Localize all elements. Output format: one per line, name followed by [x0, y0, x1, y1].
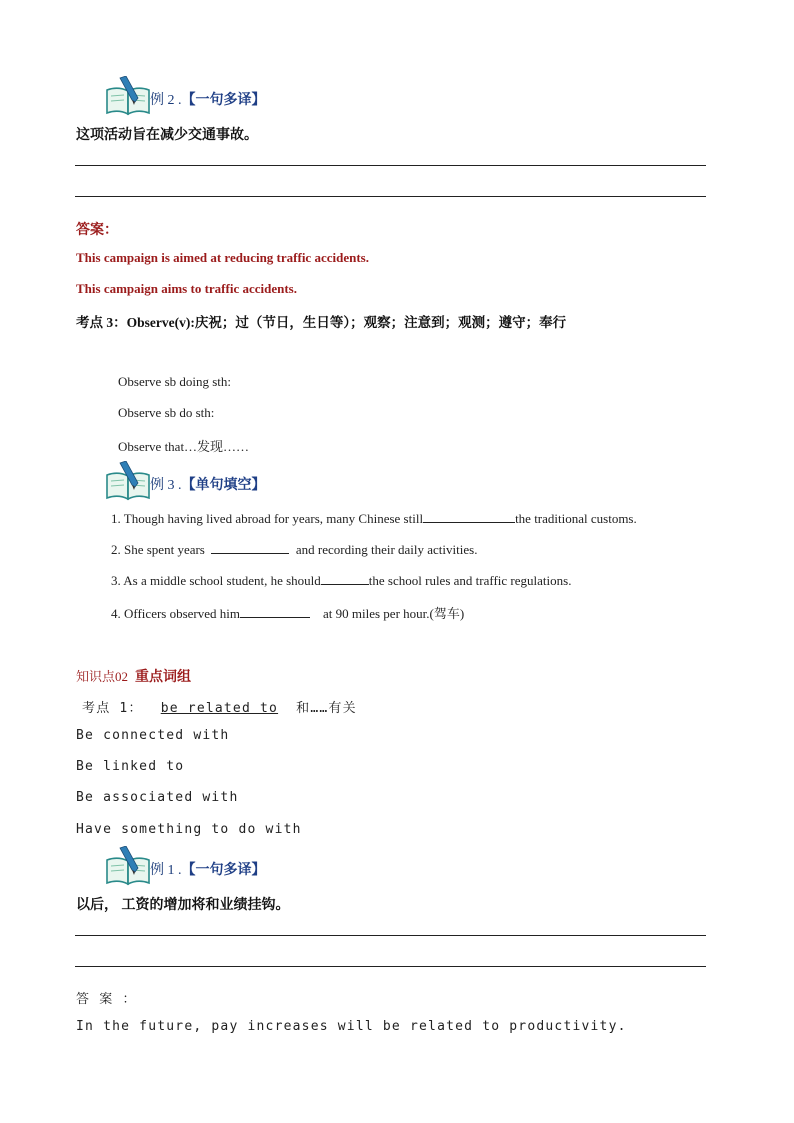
fill-item-text: 4. Officers observed him [111, 606, 241, 621]
fill-blank [240, 605, 310, 618]
fill-item [111, 603, 464, 622]
fill-item-text: and recording their daily activities. [295, 542, 478, 557]
answer-text: In the future, pay increases will be related to productivity. [76, 1019, 627, 1034]
book-pencil-icon [104, 76, 154, 116]
fill-item-text: 3. As a middle school student, he should [111, 573, 321, 588]
example-number: 例 1 . [150, 863, 182, 878]
point-1-line [82, 697, 357, 716]
synonym-item: Be associated with [76, 790, 239, 805]
synonym-item: Be connected with [76, 728, 230, 743]
answer-label: 答 案 ： [76, 992, 137, 1007]
book-pencil-icon [104, 846, 154, 886]
example-tag: 【一句多译】 [181, 93, 266, 108]
example-1-prompt: 以后， 工资的增加将和业绩挂钩。 [76, 898, 290, 913]
example-1-header [150, 859, 266, 879]
synonym-item: Have something to do with [76, 822, 302, 837]
pattern-item: Observe sb doing sth: [118, 374, 232, 389]
fill-item [111, 510, 637, 527]
knowledge-02-heading [76, 666, 191, 686]
example-3-header [150, 474, 266, 494]
fill-blank [211, 541, 289, 554]
point-3-heading: 考点 3：Observe(v):庆祝；过（节日，生日等）；观察；注意到；观测；遵守；奉行 [76, 315, 567, 330]
fill-blank [321, 572, 369, 585]
point-label: 考点 1： [82, 701, 143, 716]
pattern-item: Observe that…发现…… [118, 439, 250, 454]
example-number: 例 2 . [150, 93, 182, 108]
answer-line [75, 165, 706, 166]
key-phrase: be related to [160, 701, 279, 716]
answer-label: 答案： [76, 223, 118, 238]
book-pencil-icon [104, 461, 154, 501]
fill-item-text: 2. She spent years [111, 542, 205, 557]
pattern-item: Observe sb do sth: [118, 405, 215, 420]
answer-text: This campaign is aimed at reducing traffic accidents. [76, 250, 369, 265]
section-title: 重点词组 [135, 670, 192, 685]
answer-text: This campaign aims to traffic accidents. [76, 281, 297, 296]
answer-line [75, 196, 706, 197]
example-tag: 【单句填空】 [181, 478, 266, 493]
fill-item-text: 1. Though having lived abroad for years, many Chinese still [111, 511, 424, 526]
example-2-header [150, 89, 266, 109]
fill-item [111, 572, 571, 589]
fill-item-text: at 90 miles per hour.(驾车) [323, 606, 465, 621]
fill-item [111, 541, 477, 558]
example-number: 例 3 . [150, 478, 182, 493]
example-tag: 【一句多译】 [181, 863, 266, 878]
section-label: 知识点02 [76, 669, 129, 684]
fill-item-text: the school rules and traffic regulations. [368, 573, 572, 588]
synonym-item: Be linked to [76, 759, 185, 774]
answer-line [75, 966, 706, 967]
answer-line [75, 935, 706, 936]
fill-blank [423, 510, 515, 523]
phrase-meaning: 和……有关 [296, 701, 357, 716]
example-2-prompt: 这项活动旨在减少交通事故。 [76, 128, 258, 143]
fill-item-text: the traditional customs. [515, 511, 637, 526]
